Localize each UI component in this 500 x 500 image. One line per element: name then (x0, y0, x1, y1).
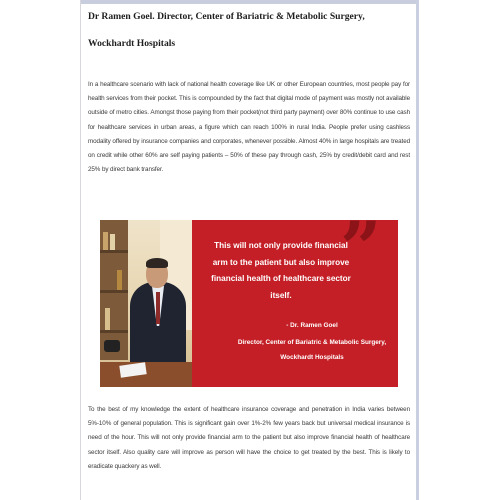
author-photo (100, 220, 192, 387)
desk-phone (104, 340, 120, 352)
page-top-bar (81, 0, 416, 4)
quote-attribution-title: Director, Center of Bariatric & Metabolic Surgery, (237, 339, 387, 346)
author-heading: Dr Ramen Goel. Director, Center of Bariatric & Metabolic Surgery, (88, 11, 365, 22)
hospital-heading: Wockhardt Hospitals (88, 38, 176, 49)
desk (100, 362, 192, 387)
quote-banner (100, 220, 398, 387)
article-paragraph-2: To the best of my knowledge the extent of healthcare insurance coverage and penetration in India varies between 5%-10% of general population. This is significant gain over 1%-2% few years back but universal medical insurance is need of the hour. This will not only provide financial arm to the patient but also improve financial health of healthcare sector itself. Also quality care will improve as person will have the choice to get treated by the best. This is likely to eradicate quackery as well. (88, 406, 410, 470)
bookshelf (100, 220, 128, 360)
quote-text: This will not only provide financial arm to the patient but also improve financial health of healthcare sector itself. (211, 241, 351, 300)
quote-attribution-org: Wockhardt Hospitals (280, 354, 344, 361)
document-page (80, 0, 419, 500)
article-paragraph-1: In a healthcare scenario with lack of national health coverage like UK or other European countries, most people pay for health services from their pocket. This is compounded by the fact that digital mode of payment was mostly not available outside of metro cities. Amongst those paying from their pocket(not third party payment) over 80% continue to use cash for healthcare services in urban areas, a figure which can reach 100% in rural India. People prefer using cashless modality offered by insurance companies and corporates, whenever possible. Almost 40% in large hospitals are treated on credit while other 60% are self paying patients – 50% of these pay through cash, 25% by credit/debit card and rest 25% by direct bank transfer. (88, 81, 410, 174)
quote-mark-icon: ” (340, 220, 382, 290)
quote-attribution-name: - Dr. Ramen Goel (286, 322, 338, 329)
quote-panel (192, 220, 398, 387)
